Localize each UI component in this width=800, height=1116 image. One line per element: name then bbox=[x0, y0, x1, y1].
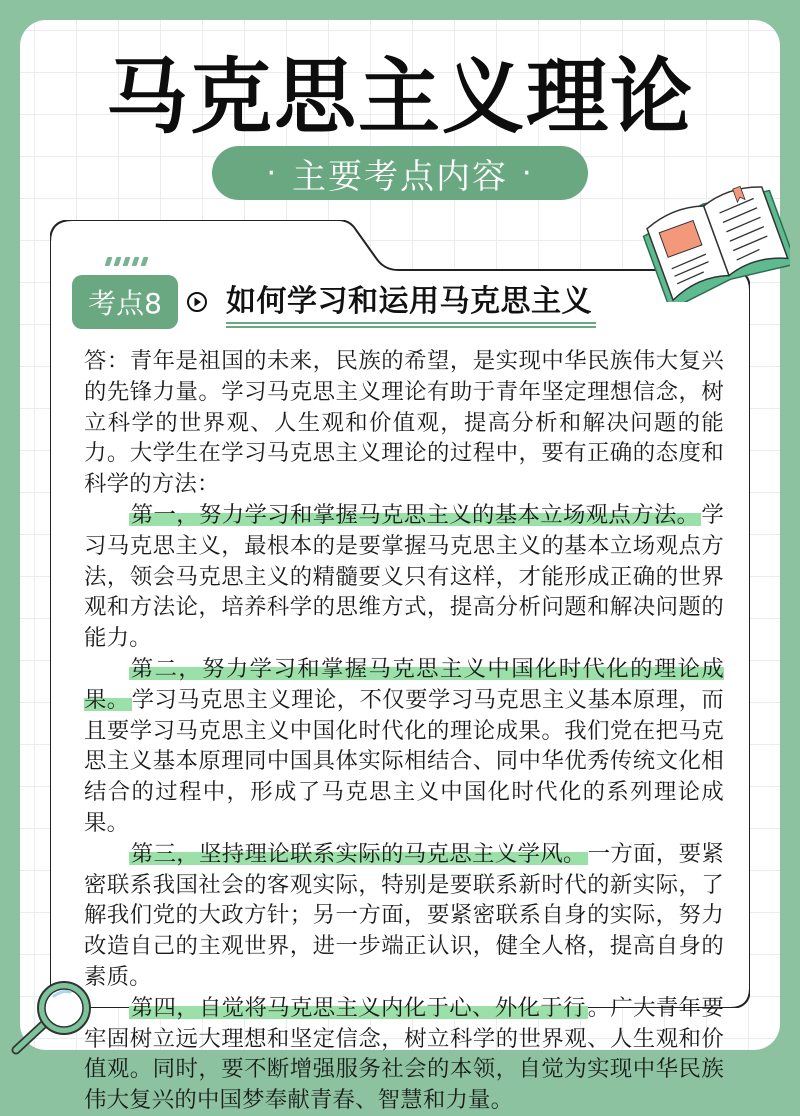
subtitle-dot-left: · bbox=[266, 155, 278, 191]
section-4 bbox=[84, 993, 724, 1116]
section-4-text: 。广大青年要牢固树立远大理想和坚定信念，树立科学的世界观、人生观和价值观。同时，要不断增强服务社会的本领，自觉为实现中华民族伟大复兴的中国梦奉献青春、智慧和力量。 bbox=[84, 994, 724, 1114]
play-circle-icon bbox=[186, 291, 208, 313]
subtitle-pill bbox=[212, 146, 588, 200]
subtitle-dot-right: · bbox=[522, 155, 534, 191]
answer-body bbox=[84, 346, 724, 1116]
open-book-icon bbox=[640, 172, 790, 302]
magnifying-glass-icon bbox=[6, 978, 96, 1058]
decorative-dashes bbox=[106, 257, 147, 266]
section-1-highlight: 第一，努力学习和掌握马克思主义的基本立场观点方法。 bbox=[130, 501, 700, 528]
section-3 bbox=[84, 839, 724, 993]
answer-intro: 答：青年是祖国的未来，民族的希望，是实现中华民族伟大复兴的先锋力量。学习马克思主义理论有助于青年坚定理想信念，树立科学的世界观、人生观和价值观，提高分析和解决问题的能力。大学生在学习马克思主义理论的过程中，要有正确的态度和科学的方法： bbox=[84, 348, 724, 498]
section-4-highlight: 第四，自觉将马克思主义内化于心、外化于行 bbox=[130, 994, 586, 1021]
page-title: 马克思主义理论 bbox=[105, 50, 694, 145]
section-1 bbox=[84, 500, 724, 654]
point-badge: 考点8 bbox=[72, 275, 178, 329]
point-title: 如何学习和运用马克思主义 bbox=[226, 284, 592, 319]
section-2-highlight: 第二，努力学习和掌握马克思主义中国化时代化的理论成果。 bbox=[84, 655, 724, 713]
section-2-text: 学习马克思主义理论，不仅要学习马克思主义基本原理，而且要学习马克思主义中国化时代化的理论成果。我们党在把马克思主义基本原理同中国具体实际相结合、同中华优秀传统文化相结合的过程中，形成了马克思主义中国化时代化的系列理论成果。 bbox=[84, 686, 724, 836]
title-underline bbox=[226, 322, 596, 328]
subtitle-label: 主要考点内容 bbox=[292, 156, 508, 197]
section-1-text: 学习马克思主义，最根本的是要掌握马克思主义的基本立场观点方法，领会马克思主义的精髓要义只有这样，才能形成正确的世界观和方法论，培养科学的思维方式，提高分析问题和解决问题的能力。 bbox=[84, 501, 724, 652]
section-3-highlight: 第三，坚持理论联系实际的马克思主义学风。 bbox=[130, 840, 586, 867]
section-2 bbox=[84, 654, 724, 839]
section-3-text: 一方面，要紧密联系我国社会的客观实际，特别是要联系新时代的新实际，了解我们党的大政方针；另一方面，要紧密联系自身的实际，努力改造自己的主观世界，进一步端正认识，健全人格，提高自身的素质。 bbox=[84, 840, 724, 990]
